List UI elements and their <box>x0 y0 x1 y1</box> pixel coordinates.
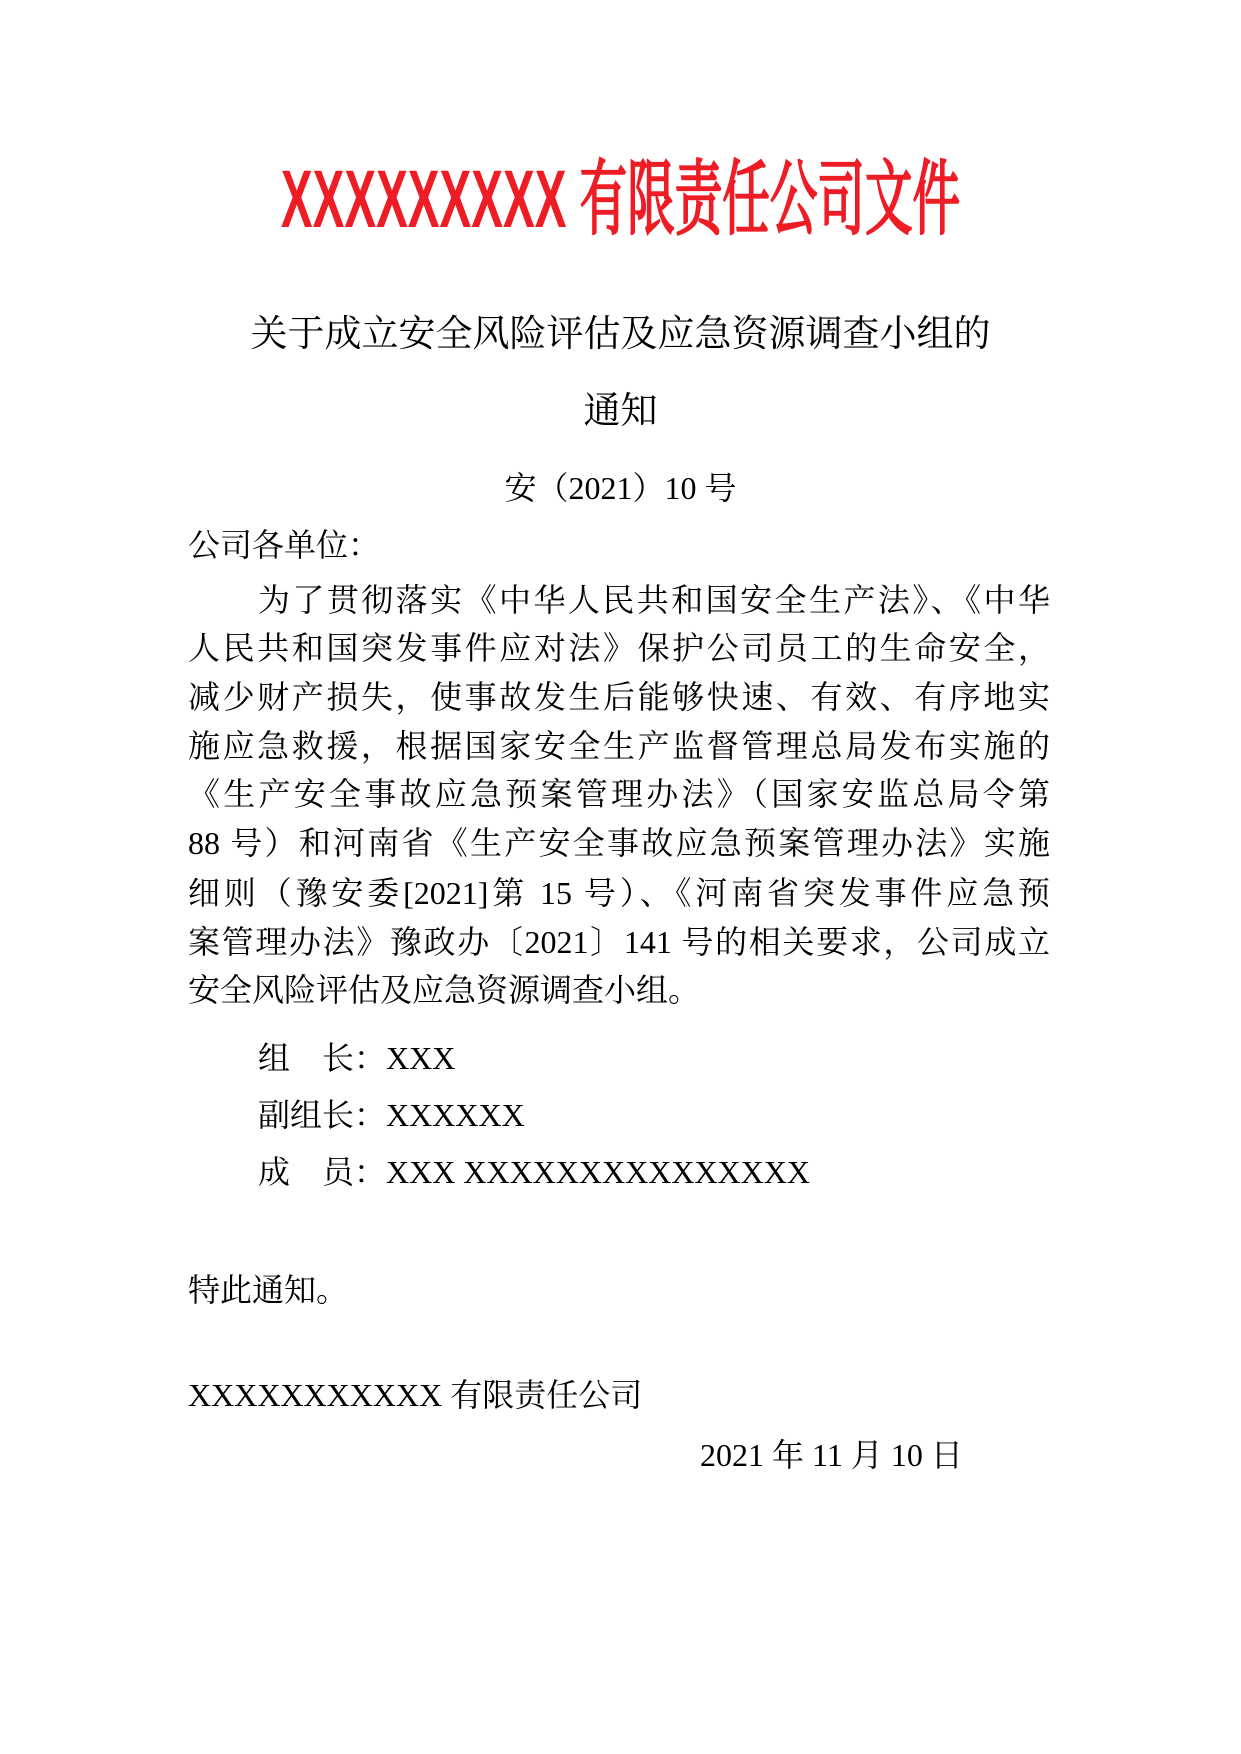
document-number: 安（2021）10 号 <box>504 470 737 506</box>
signature-company: XXXXXXXXXXX 有限责任公司 <box>188 1377 643 1413</box>
member-row-leader <box>258 1038 455 1078</box>
member-label: 副组长： <box>258 1097 387 1133</box>
body-line: 减少财产损失，使事故发生后能够快速、有效、有序地实 <box>188 679 1050 715</box>
member-value: XXXXXX <box>386 1097 525 1133</box>
member-label: 组 长： <box>258 1040 387 1076</box>
member-label: 成 员： <box>258 1154 387 1190</box>
member-row-deputy <box>258 1095 525 1135</box>
body-line: 《生产安全事故应急预案管理办法》（国家安监总局令第 <box>188 776 1050 812</box>
salutation: 公司各单位： <box>188 527 381 563</box>
body-line: 细则（豫安委[2021]第 15 号）、《河南省突发事件应急预 <box>188 875 1050 911</box>
body-line: 为了贯彻落实《中华人民共和国安全生产法》、《中华 <box>258 582 1050 618</box>
member-row-members <box>258 1152 810 1192</box>
body-line: 安全风险评估及应急资源调查小组。 <box>188 972 701 1008</box>
body-line: 88 号）和河南省《生产安全事故应急预案管理办法》实施 <box>188 825 1050 861</box>
signature-date: 2021 年 11 月 10 日 <box>700 1437 963 1473</box>
body-line: 施应急救援，根据国家安全生产监督管理总局发布实施的 <box>188 728 1050 764</box>
header-title: XXXXXXXXX 有限责任公司文件 <box>280 154 961 245</box>
member-value: XXX XXXXXXXXXXXXXXX <box>386 1154 810 1190</box>
closing-remark: 特此通知。 <box>188 1272 349 1308</box>
document-header <box>0 150 1241 250</box>
member-value: XXX <box>386 1040 456 1076</box>
body-line: 人民共和国突发事件应对法》保护公司员工的生命安全， <box>188 630 1050 666</box>
notice-title-line-1: 关于成立安全风险评估及应急资源调查小组的 <box>250 314 991 355</box>
body-line: 案管理办法》豫政办〔2021〕141 号的相关要求，公司成立 <box>188 924 1050 960</box>
notice-title-line-2: 通知 <box>583 391 658 432</box>
